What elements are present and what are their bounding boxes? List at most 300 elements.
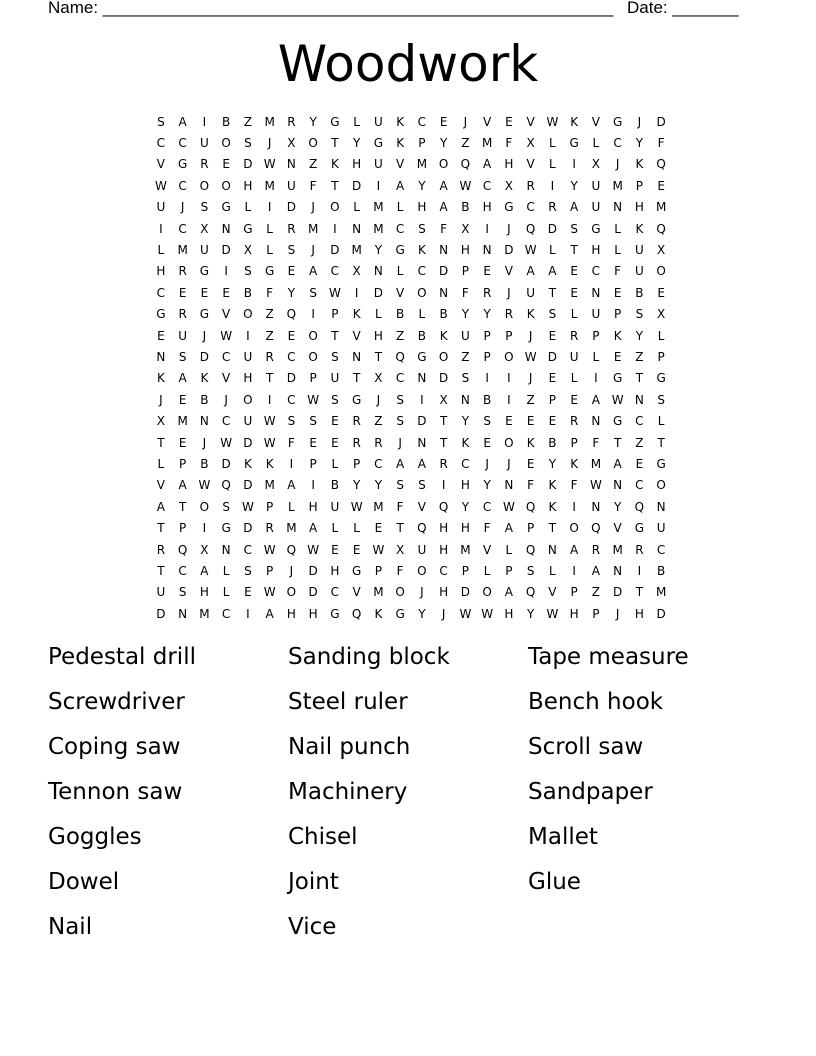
- grid-letter[interactable]: E: [178, 392, 187, 407]
- grid-letter[interactable]: K: [526, 435, 535, 450]
- grid-letter[interactable]: J: [202, 328, 207, 343]
- grid-letter[interactable]: I: [246, 606, 250, 621]
- grid-letter[interactable]: U: [591, 178, 601, 193]
- grid-letter[interactable]: V: [548, 585, 557, 600]
- grid-letter[interactable]: I: [485, 371, 489, 386]
- grid-letter[interactable]: Y: [461, 307, 470, 322]
- grid-letter[interactable]: R: [287, 114, 296, 129]
- grid-letter[interactable]: J: [615, 157, 620, 172]
- grid-letter[interactable]: M: [351, 243, 362, 258]
- grid-letter[interactable]: Q: [395, 349, 405, 364]
- grid-letter[interactable]: E: [287, 328, 296, 343]
- grid-letter[interactable]: X: [504, 178, 513, 193]
- grid-letter[interactable]: N: [591, 499, 601, 514]
- grid-letter[interactable]: Z: [591, 585, 600, 600]
- grid-letter[interactable]: P: [309, 371, 317, 386]
- grid-letter[interactable]: G: [221, 200, 231, 215]
- grid-letter[interactable]: C: [417, 114, 427, 129]
- grid-letter[interactable]: A: [439, 178, 448, 193]
- grid-letter[interactable]: Y: [352, 478, 361, 493]
- grid-letter[interactable]: S: [200, 200, 209, 215]
- grid-letter[interactable]: V: [483, 114, 492, 129]
- grid-letter[interactable]: Y: [461, 414, 470, 429]
- grid-letter[interactable]: E: [483, 435, 491, 450]
- grid-letter[interactable]: I: [202, 521, 207, 536]
- grid-letter[interactable]: H: [156, 264, 166, 279]
- grid-letter[interactable]: K: [461, 435, 470, 450]
- grid-letter[interactable]: Z: [374, 414, 383, 429]
- grid-letter[interactable]: P: [592, 606, 600, 621]
- grid-letter[interactable]: Q: [525, 542, 536, 557]
- grid-letter[interactable]: S: [287, 243, 296, 258]
- grid-letter[interactable]: E: [613, 349, 622, 364]
- grid-letter[interactable]: A: [483, 157, 492, 172]
- grid-letter[interactable]: K: [635, 221, 644, 236]
- grid-letter[interactable]: V: [526, 114, 535, 129]
- grid-letter[interactable]: N: [613, 563, 623, 578]
- grid-letter[interactable]: T: [352, 371, 361, 386]
- grid-letter[interactable]: O: [221, 136, 231, 151]
- grid-letter[interactable]: D: [460, 585, 470, 600]
- grid-letter[interactable]: L: [549, 157, 556, 172]
- grid-letter[interactable]: L: [288, 499, 295, 514]
- grid-letter[interactable]: P: [570, 435, 578, 450]
- grid-letter[interactable]: V: [591, 114, 600, 129]
- grid-letter[interactable]: B: [657, 563, 666, 578]
- grid-letter[interactable]: K: [243, 456, 252, 471]
- grid-letter[interactable]: P: [418, 136, 426, 151]
- grid-letter[interactable]: R: [287, 221, 296, 236]
- grid-letter[interactable]: D: [199, 349, 209, 364]
- grid-letter[interactable]: V: [222, 371, 231, 386]
- grid-letter[interactable]: P: [374, 563, 382, 578]
- grid-letter[interactable]: F: [592, 435, 600, 450]
- grid-letter[interactable]: B: [417, 328, 426, 343]
- grid-letter[interactable]: W: [372, 542, 385, 557]
- grid-letter[interactable]: L: [592, 136, 600, 151]
- grid-letter[interactable]: K: [374, 606, 383, 621]
- grid-letter[interactable]: W: [589, 478, 602, 493]
- grid-letter[interactable]: R: [374, 435, 383, 450]
- grid-letter[interactable]: K: [613, 328, 622, 343]
- grid-letter[interactable]: M: [373, 585, 384, 600]
- grid-letter[interactable]: L: [614, 243, 621, 258]
- grid-letter[interactable]: S: [657, 392, 665, 407]
- grid-letter[interactable]: C: [613, 136, 622, 151]
- grid-letter[interactable]: U: [330, 499, 340, 514]
- grid-letter[interactable]: S: [331, 349, 339, 364]
- grid-letter[interactable]: Z: [635, 349, 644, 364]
- grid-letter[interactable]: I: [354, 285, 359, 300]
- grid-letter[interactable]: O: [243, 392, 253, 407]
- grid-letter[interactable]: O: [199, 178, 210, 193]
- grid-letter[interactable]: H: [308, 499, 318, 514]
- grid-letter[interactable]: F: [396, 563, 404, 578]
- grid-letter[interactable]: D: [439, 371, 449, 386]
- grid-letter[interactable]: D: [613, 585, 623, 600]
- grid-letter[interactable]: T: [635, 585, 644, 600]
- grid-letter[interactable]: O: [308, 349, 318, 364]
- grid-letter[interactable]: T: [570, 243, 578, 258]
- grid-letter[interactable]: N: [221, 221, 231, 236]
- grid-letter[interactable]: E: [657, 285, 665, 300]
- grid-letter[interactable]: Q: [177, 542, 188, 557]
- grid-letter[interactable]: V: [526, 157, 535, 172]
- grid-letter[interactable]: X: [287, 136, 296, 151]
- grid-letter[interactable]: G: [591, 221, 601, 236]
- grid-letter[interactable]: D: [243, 435, 253, 450]
- grid-letter[interactable]: H: [352, 157, 362, 172]
- grid-letter[interactable]: N: [482, 243, 492, 258]
- grid-letter[interactable]: S: [483, 414, 491, 429]
- grid-letter[interactable]: P: [483, 328, 491, 343]
- grid-letter[interactable]: P: [657, 349, 665, 364]
- grid-letter[interactable]: O: [656, 264, 666, 279]
- grid-letter[interactable]: E: [439, 114, 448, 129]
- grid-letter[interactable]: V: [396, 157, 405, 172]
- grid-letter[interactable]: E: [570, 285, 578, 300]
- grid-letter[interactable]: W: [459, 606, 472, 621]
- grid-letter[interactable]: G: [656, 371, 666, 386]
- grid-letter[interactable]: C: [221, 606, 231, 621]
- grid-letter[interactable]: W: [154, 178, 167, 193]
- grid-letter[interactable]: N: [417, 371, 427, 386]
- grid-letter[interactable]: H: [286, 606, 296, 621]
- grid-letter[interactable]: U: [417, 542, 427, 557]
- grid-letter[interactable]: V: [504, 264, 513, 279]
- grid-letter[interactable]: A: [548, 264, 557, 279]
- grid-letter[interactable]: N: [417, 435, 427, 450]
- grid-letter[interactable]: D: [243, 478, 253, 493]
- grid-letter[interactable]: X: [243, 243, 252, 258]
- grid-letter[interactable]: W: [611, 392, 624, 407]
- grid-letter[interactable]: O: [482, 585, 492, 600]
- grid-letter[interactable]: L: [353, 114, 360, 129]
- grid-letter[interactable]: O: [656, 478, 666, 493]
- grid-letter[interactable]: H: [460, 478, 470, 493]
- grid-letter[interactable]: U: [199, 136, 209, 151]
- grid-letter[interactable]: G: [612, 371, 623, 386]
- grid-letter[interactable]: H: [439, 521, 449, 536]
- grid-letter[interactable]: J: [528, 328, 533, 343]
- grid-letter[interactable]: A: [396, 178, 405, 193]
- grid-letter[interactable]: O: [438, 157, 449, 172]
- grid-letter[interactable]: Y: [352, 136, 361, 151]
- grid-letter[interactable]: K: [200, 371, 209, 386]
- grid-letter[interactable]: F: [309, 178, 317, 193]
- grid-letter[interactable]: L: [222, 585, 230, 600]
- grid-letter[interactable]: U: [156, 585, 166, 600]
- grid-letter[interactable]: T: [439, 414, 448, 429]
- grid-letter[interactable]: E: [570, 392, 578, 407]
- grid-letter[interactable]: I: [420, 392, 424, 407]
- grid-letter[interactable]: W: [263, 414, 276, 429]
- grid-letter[interactable]: M: [460, 542, 471, 557]
- grid-letter[interactable]: K: [265, 456, 274, 471]
- grid-letter[interactable]: M: [264, 178, 275, 193]
- grid-letter[interactable]: X: [657, 307, 666, 322]
- grid-letter[interactable]: U: [243, 349, 253, 364]
- grid-letter[interactable]: O: [504, 435, 514, 450]
- grid-letter[interactable]: F: [461, 285, 469, 300]
- grid-letter[interactable]: V: [613, 521, 622, 536]
- grid-letter[interactable]: P: [548, 392, 556, 407]
- grid-letter[interactable]: C: [439, 563, 448, 578]
- grid-letter[interactable]: U: [569, 349, 579, 364]
- grid-letter[interactable]: J: [311, 243, 315, 258]
- grid-letter[interactable]: D: [656, 114, 666, 129]
- grid-letter[interactable]: E: [309, 435, 317, 450]
- grid-letter[interactable]: Z: [243, 114, 252, 129]
- grid-letter[interactable]: M: [590, 456, 602, 471]
- grid-letter[interactable]: C: [635, 414, 644, 429]
- grid-letter[interactable]: W: [220, 435, 233, 450]
- grid-letter[interactable]: G: [351, 563, 362, 578]
- grid-letter[interactable]: V: [156, 157, 165, 172]
- grid-letter[interactable]: Y: [483, 478, 491, 493]
- grid-letter[interactable]: L: [418, 307, 426, 322]
- grid-letter[interactable]: E: [505, 414, 513, 429]
- grid-letter[interactable]: P: [635, 178, 643, 193]
- grid-letter[interactable]: R: [569, 414, 579, 429]
- grid-letter[interactable]: A: [591, 392, 600, 407]
- grid-letter[interactable]: T: [157, 563, 165, 578]
- grid-letter[interactable]: L: [222, 563, 230, 578]
- grid-letter[interactable]: S: [635, 307, 644, 322]
- grid-letter[interactable]: D: [243, 157, 253, 172]
- grid-letter[interactable]: N: [178, 606, 188, 621]
- grid-letter[interactable]: T: [157, 435, 165, 450]
- grid-letter[interactable]: R: [635, 542, 644, 557]
- grid-letter[interactable]: C: [156, 285, 166, 300]
- grid-letter[interactable]: D: [373, 285, 383, 300]
- grid-letter[interactable]: A: [178, 478, 187, 493]
- grid-letter[interactable]: V: [352, 585, 361, 600]
- grid-letter[interactable]: S: [396, 414, 404, 429]
- grid-letter[interactable]: R: [548, 200, 557, 215]
- grid-letter[interactable]: H: [634, 606, 644, 621]
- grid-letter[interactable]: N: [613, 200, 623, 215]
- grid-letter[interactable]: I: [311, 307, 315, 322]
- grid-letter[interactable]: B: [483, 392, 492, 407]
- grid-letter[interactable]: L: [614, 221, 621, 236]
- grid-letter[interactable]: G: [634, 521, 645, 536]
- grid-letter[interactable]: A: [504, 521, 513, 536]
- grid-letter[interactable]: G: [504, 200, 514, 215]
- grid-letter[interactable]: A: [287, 478, 296, 493]
- grid-letter[interactable]: C: [156, 136, 166, 151]
- grid-letter[interactable]: Y: [613, 499, 622, 514]
- grid-letter[interactable]: N: [286, 157, 296, 172]
- grid-letter[interactable]: D: [221, 456, 231, 471]
- grid-letter[interactable]: W: [263, 585, 276, 600]
- grid-letter[interactable]: L: [483, 563, 491, 578]
- grid-letter[interactable]: W: [241, 499, 254, 514]
- grid-letter[interactable]: Y: [635, 136, 644, 151]
- grid-letter[interactable]: M: [286, 521, 297, 536]
- grid-letter[interactable]: H: [439, 542, 449, 557]
- grid-letter[interactable]: A: [613, 456, 622, 471]
- grid-letter[interactable]: C: [178, 221, 187, 236]
- grid-letter[interactable]: E: [178, 285, 187, 300]
- grid-letter[interactable]: K: [396, 136, 405, 151]
- grid-letter[interactable]: I: [376, 178, 381, 193]
- grid-letter[interactable]: G: [221, 521, 231, 536]
- grid-letter[interactable]: H: [373, 328, 383, 343]
- grid-letter[interactable]: A: [396, 456, 405, 471]
- grid-letter[interactable]: O: [504, 349, 514, 364]
- grid-letter[interactable]: M: [264, 478, 275, 493]
- grid-letter[interactable]: L: [266, 221, 273, 236]
- grid-letter[interactable]: Q: [438, 499, 449, 514]
- grid-letter[interactable]: W: [481, 606, 494, 621]
- grid-letter[interactable]: F: [266, 285, 274, 300]
- grid-letter[interactable]: H: [591, 243, 601, 258]
- grid-letter[interactable]: V: [483, 542, 492, 557]
- grid-letter[interactable]: H: [439, 585, 449, 600]
- grid-letter[interactable]: D: [656, 606, 666, 621]
- grid-letter[interactable]: C: [330, 264, 340, 279]
- grid-letter[interactable]: B: [635, 285, 644, 300]
- grid-letter[interactable]: P: [570, 585, 578, 600]
- grid-letter[interactable]: Z: [635, 435, 644, 450]
- grid-letter[interactable]: E: [331, 414, 339, 429]
- grid-letter[interactable]: H: [330, 563, 340, 578]
- grid-letter[interactable]: D: [547, 349, 557, 364]
- grid-letter[interactable]: Q: [286, 542, 297, 557]
- grid-letter[interactable]: N: [613, 478, 623, 493]
- grid-letter[interactable]: E: [374, 521, 383, 536]
- grid-letter[interactable]: Y: [526, 606, 535, 621]
- grid-letter[interactable]: N: [156, 349, 166, 364]
- grid-letter[interactable]: M: [416, 157, 428, 172]
- grid-letter[interactable]: Q: [525, 499, 536, 514]
- grid-letter[interactable]: X: [526, 136, 535, 151]
- grid-letter[interactable]: K: [156, 371, 165, 386]
- grid-letter[interactable]: D: [352, 178, 362, 193]
- grid-letter[interactable]: K: [635, 157, 644, 172]
- grid-letter[interactable]: T: [548, 285, 557, 300]
- grid-letter[interactable]: N: [547, 542, 557, 557]
- grid-letter[interactable]: P: [331, 307, 339, 322]
- grid-letter[interactable]: L: [266, 243, 273, 258]
- grid-letter[interactable]: S: [396, 478, 404, 493]
- grid-letter[interactable]: W: [459, 178, 472, 193]
- grid-letter[interactable]: C: [221, 349, 231, 364]
- grid-letter[interactable]: R: [352, 414, 361, 429]
- grid-letter[interactable]: K: [570, 456, 579, 471]
- grid-letter[interactable]: G: [243, 221, 253, 236]
- grid-letter[interactable]: Y: [374, 243, 383, 258]
- grid-letter[interactable]: E: [505, 114, 513, 129]
- grid-letter[interactable]: Y: [548, 456, 557, 471]
- grid-letter[interactable]: S: [287, 414, 296, 429]
- grid-letter[interactable]: N: [352, 221, 362, 236]
- grid-letter[interactable]: G: [373, 136, 384, 151]
- grid-letter[interactable]: X: [461, 221, 470, 236]
- grid-letter[interactable]: F: [483, 521, 491, 536]
- grid-letter[interactable]: Q: [525, 585, 536, 600]
- grid-letter[interactable]: R: [569, 328, 579, 343]
- grid-letter[interactable]: L: [570, 307, 578, 322]
- grid-letter[interactable]: K: [352, 307, 361, 322]
- grid-letter[interactable]: S: [309, 285, 317, 300]
- grid-letter[interactable]: E: [657, 178, 665, 193]
- grid-letter[interactable]: H: [243, 178, 253, 193]
- grid-letter[interactable]: N: [439, 243, 449, 258]
- grid-letter[interactable]: G: [612, 114, 623, 129]
- grid-letter[interactable]: F: [505, 136, 513, 151]
- grid-letter[interactable]: W: [307, 542, 320, 557]
- grid-letter[interactable]: G: [395, 243, 405, 258]
- grid-letter[interactable]: H: [199, 585, 209, 600]
- grid-letter[interactable]: W: [524, 349, 537, 364]
- grid-letter[interactable]: E: [200, 285, 209, 300]
- grid-letter[interactable]: P: [614, 307, 622, 322]
- grid-letter[interactable]: A: [200, 563, 209, 578]
- grid-letter[interactable]: N: [439, 285, 449, 300]
- grid-letter[interactable]: E: [331, 542, 339, 557]
- grid-letter[interactable]: R: [265, 349, 274, 364]
- grid-letter[interactable]: K: [330, 157, 339, 172]
- grid-letter[interactable]: Q: [525, 221, 536, 236]
- grid-letter[interactable]: R: [156, 542, 166, 557]
- grid-letter[interactable]: B: [200, 392, 209, 407]
- grid-letter[interactable]: T: [548, 521, 557, 536]
- grid-letter[interactable]: Y: [418, 606, 426, 621]
- grid-letter[interactable]: Z: [265, 328, 274, 343]
- grid-letter[interactable]: X: [374, 371, 383, 386]
- grid-letter[interactable]: B: [396, 307, 405, 322]
- grid-letter[interactable]: J: [507, 285, 511, 300]
- grid-letter[interactable]: U: [526, 285, 536, 300]
- grid-letter[interactable]: S: [396, 392, 404, 407]
- grid-letter[interactable]: O: [330, 200, 340, 215]
- grid-letter[interactable]: C: [482, 178, 492, 193]
- grid-letter[interactable]: R: [439, 456, 448, 471]
- grid-letter[interactable]: P: [266, 499, 274, 514]
- grid-letter[interactable]: Q: [634, 499, 645, 514]
- grid-letter[interactable]: H: [460, 243, 470, 258]
- grid-letter[interactable]: J: [202, 435, 207, 450]
- grid-letter[interactable]: W: [328, 285, 341, 300]
- grid-letter[interactable]: V: [222, 307, 231, 322]
- grid-letter[interactable]: L: [396, 200, 404, 215]
- grid-letter[interactable]: E: [570, 264, 578, 279]
- grid-letter[interactable]: P: [592, 328, 600, 343]
- grid-letter[interactable]: O: [569, 521, 579, 536]
- grid-letter[interactable]: G: [330, 606, 340, 621]
- grid-letter[interactable]: C: [635, 478, 644, 493]
- grid-letter[interactable]: I: [333, 221, 337, 236]
- grid-letter[interactable]: S: [244, 563, 252, 578]
- grid-letter[interactable]: A: [178, 371, 187, 386]
- grid-letter[interactable]: J: [507, 221, 511, 236]
- grid-letter[interactable]: O: [438, 349, 449, 364]
- grid-letter[interactable]: H: [482, 200, 492, 215]
- grid-letter[interactable]: N: [352, 349, 362, 364]
- grid-letter[interactable]: G: [569, 136, 579, 151]
- grid-letter[interactable]: P: [483, 349, 491, 364]
- grid-letter[interactable]: B: [548, 435, 557, 450]
- grid-letter[interactable]: Y: [461, 499, 470, 514]
- grid-letter[interactable]: A: [591, 563, 600, 578]
- grid-letter[interactable]: K: [439, 328, 448, 343]
- grid-letter[interactable]: P: [179, 456, 187, 471]
- grid-letter[interactable]: I: [507, 371, 511, 386]
- grid-letter[interactable]: D: [547, 221, 557, 236]
- grid-letter[interactable]: T: [331, 328, 339, 343]
